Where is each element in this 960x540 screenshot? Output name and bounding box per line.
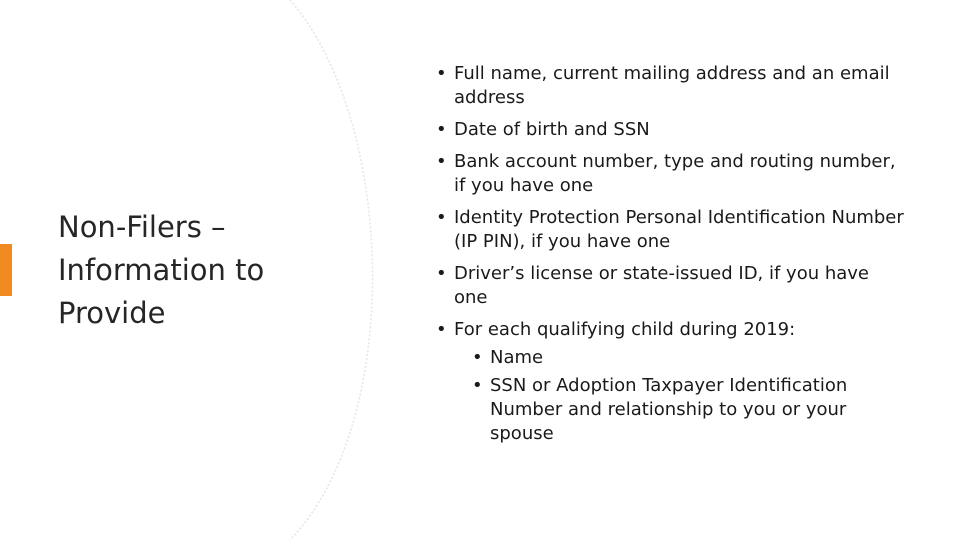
bullet-text: Bank account number, type and routing number, if you have one: [454, 151, 896, 196]
sub-bullet-item: [472, 346, 906, 370]
bullet-item: [436, 206, 906, 254]
bullet-item: [436, 262, 906, 310]
content-area: [436, 62, 906, 454]
sub-bullet-text: SSN or Adoption Taxpayer Identification Number and relationship to you or your spouse: [490, 375, 848, 444]
bullet-text: Full name, current mailing address and an email address: [454, 63, 890, 108]
bullet-list: [436, 62, 906, 446]
sub-bullet-item: [472, 374, 906, 446]
accent-bar: [0, 244, 12, 296]
bullet-item: [436, 150, 906, 198]
sub-bullet-text: Name: [490, 347, 544, 368]
sub-bullet-list: [454, 346, 906, 446]
slide-title: Non-Filers – Information to Provide: [58, 210, 265, 330]
bullet-text: Driver’s license or state-issued ID, if you have one: [454, 263, 870, 308]
bullet-text: Date of birth and SSN: [454, 119, 650, 140]
bullet-item: [436, 318, 906, 446]
bullet-text: For each qualifying child during 2019:: [454, 319, 796, 340]
bullet-item: [436, 118, 906, 142]
bullet-text: Identity Protection Personal Identification Number (IP PIN), if you have one: [454, 207, 904, 252]
bullet-item: [436, 62, 906, 110]
